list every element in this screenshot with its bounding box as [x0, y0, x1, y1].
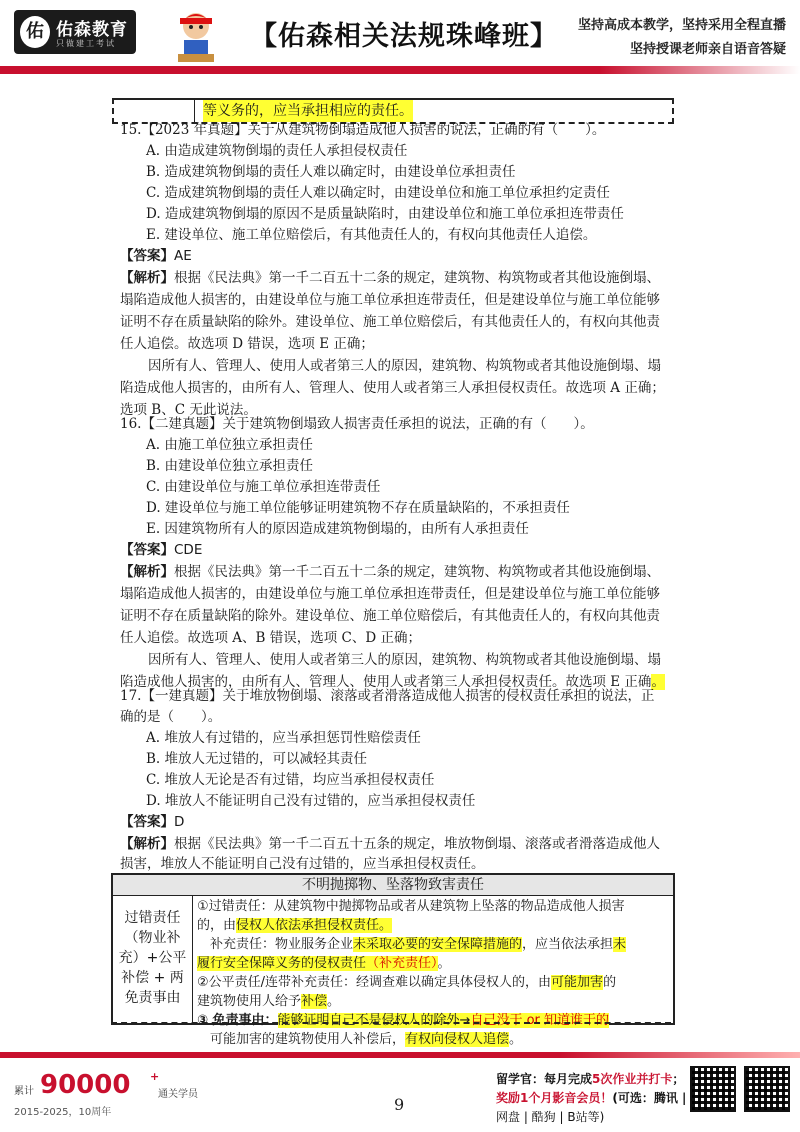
logo-name: 佑森教育	[56, 20, 128, 40]
page-number: 9	[394, 1095, 405, 1114]
table-row: ③ 免责事由：能够证明自己不是侵权人的除外→自己没干 or 知道谁干的	[197, 1013, 610, 1028]
table-row: 履行安全保障义务的侵权责任（补充责任）。	[197, 956, 451, 971]
table-row: 可能加害的建筑物使用人补偿后，有权向侵权人追偿。	[197, 1032, 523, 1047]
table-row: 建筑物使用人给予补偿。	[197, 994, 341, 1009]
q16-explanation-1: 【解析】根据《民法典》第一千二百五十二条的规定，建筑物、构筑物或者其他设施倒塌、	[120, 564, 660, 580]
table-left-cell: 过错责任 （物业补 充）+公平 补偿 + 两 免责事由	[113, 896, 193, 1023]
table-row: 的，由侵权人依法承担侵权责任。	[197, 918, 393, 933]
count-plus: +	[150, 1070, 160, 1083]
slogan-line-2: 坚持授课老师亲自语音答疑	[629, 42, 786, 57]
q15-option-a: A. 由造成建筑物倒塌的责任人承担侵权责任	[146, 143, 408, 159]
q15-stem: 15.【2023 年真题】关于从建筑物倒塌造成他人损害的说法，正确的有（ ）。	[120, 122, 606, 138]
q16-answer: 【答案】CDE	[120, 542, 203, 558]
q17-answer: 【答案】D	[120, 814, 185, 830]
page-header	[0, 0, 800, 80]
slogan-line-1: 坚持高成本教学，坚持采用全程直播	[577, 18, 786, 33]
q15-explanation-1: 【解析】根据《民法典》第一千二百五十二条的规定，建筑物、构筑物或者其他设施倒塌、	[120, 270, 660, 286]
q15-explanation-2: 塌陷造成他人损害的，由建设单位与施工单位承担连带责任，但是建设单位与施工单位能够	[120, 292, 660, 308]
table-row: 补充责任：物业服务企业未采取必要的安全保障措施的，应当依法承担未	[197, 937, 627, 952]
q15-explanation-7: 选项 B、C 无此说法。	[120, 402, 257, 418]
logo-mark-icon: 佑	[20, 16, 50, 48]
q16-option-a: A. 由施工单位独立承担责任	[146, 437, 313, 453]
q15-explanation-4: 任人追偿。故选项 D 错误，选项 E 正确；	[120, 336, 374, 352]
q17-explanation-2: 损害，堆放人不能证明自己没有过错的，应当承担侵权责任。	[120, 856, 485, 872]
summary-table	[111, 873, 675, 1047]
mascot-icon	[172, 8, 220, 66]
q17-option-d: D. 堆放人不能证明自己没有过错的，应当承担侵权责任	[146, 793, 476, 809]
q15-option-d: D. 造成建筑物倒塌的原因不是质量缺陷时，由建设单位和施工单位承担连带责任	[146, 206, 624, 222]
q15-option-c: C. 造成建筑物倒塌的责任人难以确定时，由建设单位和施工单位承担约定责任	[146, 185, 610, 201]
q16-explanation-5: 因所有人、管理人、使用人或者第三人的原因，建筑物、构筑物或者其他设施倒塌、塌	[148, 652, 661, 668]
q15-explanation-6: 陷造成他人损害的，由所有人、管理人、使用人或者第三人承担侵权责任。故选项 A 正确；	[120, 380, 665, 396]
q15-explanation-3: 证明不存在质量缺陷的除外。建设单位、施工单位赔偿后，有其他责任人的，有权向其他责	[120, 314, 660, 330]
q16-option-b: B. 由建设单位独立承担责任	[146, 458, 314, 474]
qr-code-icon[interactable]	[690, 1066, 736, 1112]
q16-option-d: D. 建设单位与施工单位能够证明建筑物不存在质量缺陷的，不承担责任	[146, 500, 570, 516]
q16-explanation-3: 证明不存在质量缺陷的除外。建设单位、施工单位赔偿后，有其他责任人的，有权向其他责	[120, 608, 660, 624]
page-title: 【佑森相关法规珠峰班】	[250, 21, 558, 52]
continuation-text: 等义务的，应当承担相应的责任。	[203, 100, 413, 122]
promo-line-3: 网盘 | 酷狗 | B站等)	[496, 1110, 605, 1124]
q15-option-e: E. 建设单位、施工单位赔偿后，有其他责任人的，有权向其他责任人追偿。	[146, 227, 597, 243]
header-divider	[0, 66, 800, 74]
q16-stem: 16.【二建真题】关于建筑物倒塌致人损害责任承担的说法，正确的有（ ）。	[120, 416, 594, 432]
q17-option-c: C. 堆放人无论是否有过错，均应当承担侵权责任	[146, 772, 435, 788]
footer-divider	[0, 1052, 800, 1058]
q17-explanation-1: 【解析】根据《民法典》第一千二百五十五条的规定，堆放物倒塌、滚落或者滑落造成他人	[120, 836, 660, 852]
student-count: 90000	[40, 1070, 131, 1100]
q17-stem-1: 17.【一建真题】关于堆放物倒塌、滚落或者滑落造成他人损害的侵权责任承担的说法，正	[120, 688, 655, 704]
table-title: 不明抛掷物、坠落物致害责任	[113, 875, 673, 896]
logo-subtitle: 只做建工考试	[56, 39, 116, 48]
q16-explanation-4: 任人追偿。故选项 A、B 错误，选项 C、D 正确；	[120, 630, 421, 646]
qr-code-icon[interactable]	[744, 1066, 790, 1112]
q17-stem-2: 确的是（ ）。	[120, 709, 222, 725]
table-row: ①过错责任：从建筑物中抛掷物品或者从建筑物上坠落的物品造成他人损害	[197, 899, 625, 914]
q15-answer: 【答案】AE	[120, 248, 192, 264]
table-right-cell	[197, 897, 671, 1049]
table-row: ②公平责任/连带补充责任：经调查难以确定具体侵权人的，由可能加害的	[197, 975, 617, 990]
q16-explanation-6: 陷造成他人损害的，由所有人、管理人、使用人或者第三人承担侵权责任。故选项 E 正确。	[120, 674, 665, 690]
count-unit: 通关学员	[158, 1089, 198, 1100]
anniversary-years: 2015-2025，10周年	[14, 1107, 112, 1118]
q16-option-e: E. 因建筑物所有人的原因造成建筑物倒塌的，由所有人承担责任	[146, 521, 529, 537]
q16-explanation-2: 塌陷造成他人损害的，由建设单位与施工单位承担连带责任，但是建设单位与施工单位能够	[120, 586, 660, 602]
q16-option-c: C. 由建设单位与施工单位承担连带责任	[146, 479, 381, 495]
q15-option-b: B. 造成建筑物倒塌的责任人难以确定时，由建设单位承担责任	[146, 164, 516, 180]
brand-logo	[14, 10, 136, 54]
table-dashed-border	[111, 1022, 671, 1024]
count-label: 累计	[14, 1086, 34, 1097]
promo-line-1: 留学官：每月完成5次作业并打卡；	[496, 1072, 685, 1086]
q17-option-b: B. 堆放人无过错的，可以减轻其责任	[146, 751, 368, 767]
promo-line-2: 奖励1个月影音会员！(可选：腾讯 |	[496, 1091, 687, 1105]
q15-explanation-5: 因所有人、管理人、使用人或者第三人的原因，建筑物、构筑物或者其他设施倒塌、塌	[148, 358, 661, 374]
q17-option-a: A. 堆放人有过错的，应当承担惩罚性赔偿责任	[146, 730, 421, 746]
